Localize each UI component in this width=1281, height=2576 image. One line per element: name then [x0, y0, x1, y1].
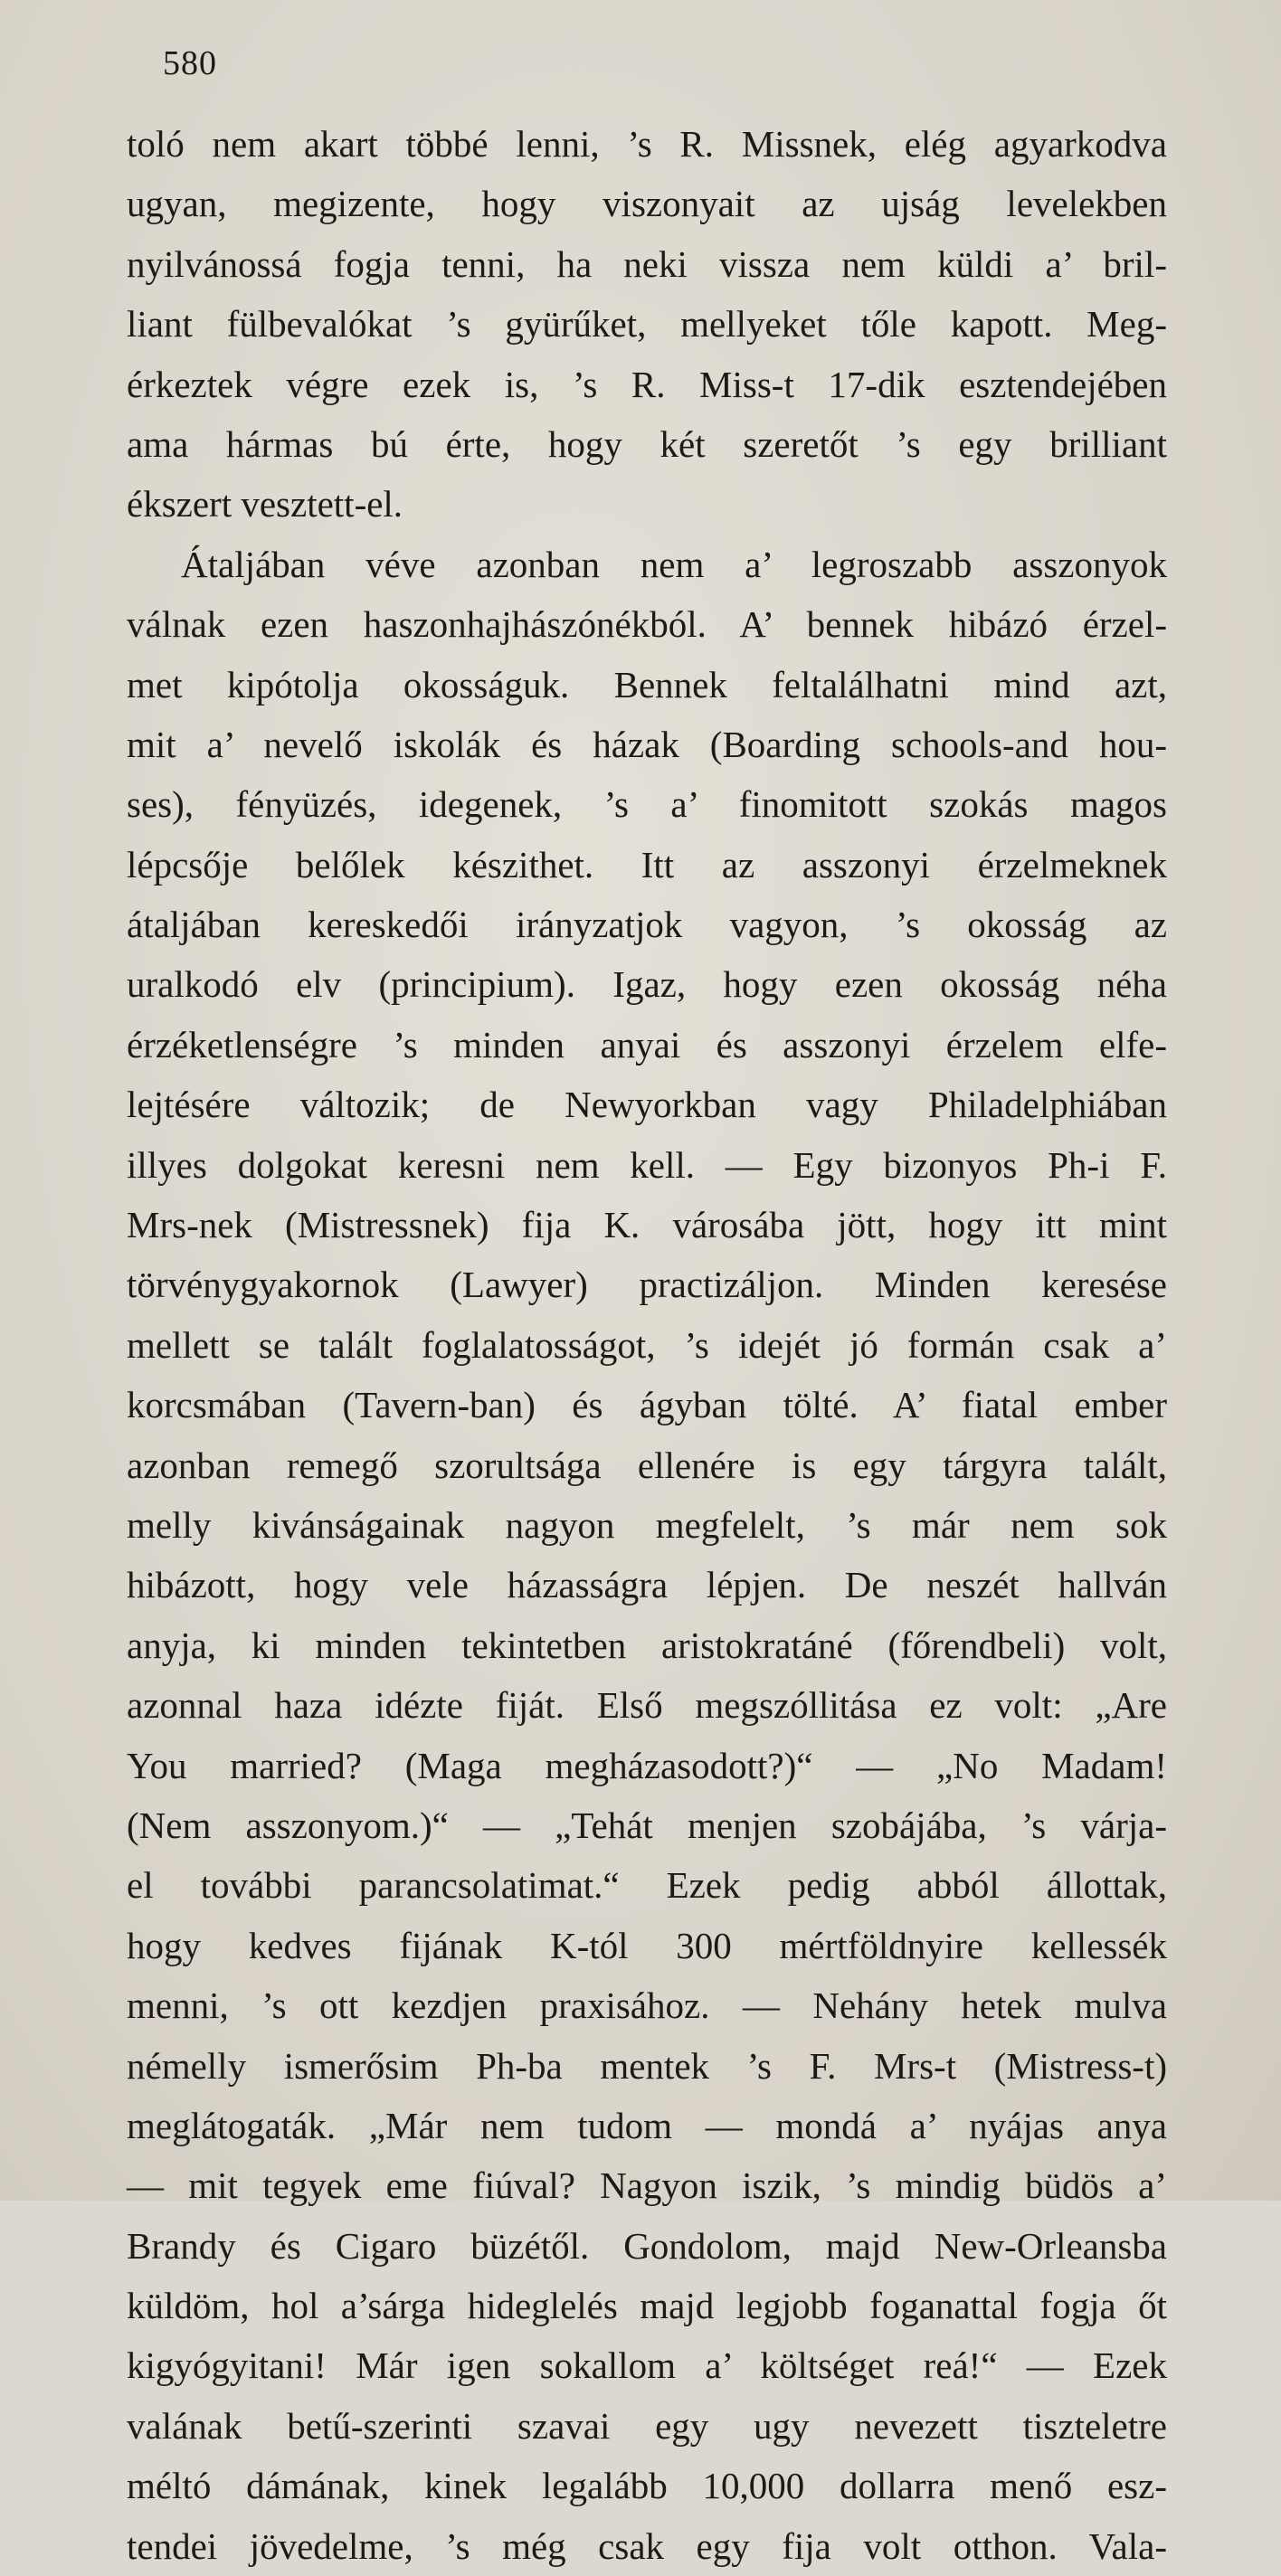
body-text [127, 114, 1167, 2576]
text-line: küldöm, hol a’sárga hideglelés majd legjobb foganattal fogja őt [127, 2285, 1167, 2327]
text-line: toló nem akart többé lenni, ’s R. Missnek, elég agyarkodva [127, 123, 1167, 165]
text-line: válnak ezen haszonhajhászónékból. A’ bennek hibázó érzel- [127, 603, 1167, 646]
text-line: (Nem asszonyom.)“ — „Tehát menjen szobájába, ’s várja- [127, 1804, 1167, 1846]
text-line: átaljában kereskedői irányzatjok vagyon, ’s okosság az [127, 904, 1167, 946]
text-line: nyilvánossá fogja tenni, ha neki vissza nem küldi a’ bril- [127, 242, 1167, 285]
text-line: ugyan, megizente, hogy viszonyait az ujság levelekben [127, 183, 1167, 225]
text-line: liant fülbevalókat ’s gyürűket, mellyeket tőle kapott. Meg- [127, 303, 1167, 346]
page-number: 580 [163, 44, 217, 82]
text-line: ékszert vesztett-el. [127, 483, 403, 526]
text-line: érzéketlenségre ’s minden anyai és asszonyi érzelem elfe- [127, 1023, 1167, 1065]
text-line: melly kivánságainak nagyon megfelelt, ’s már nem sok [127, 1503, 1167, 1546]
text-line: hibázott, hogy vele házasságra lépjen. De neszét hallván [127, 1564, 1167, 1606]
text-line: Mrs-nek (Mistressnek) fija K. városába jött, hogy itt mint [127, 1204, 1167, 1246]
text-line: méltó dámának, kinek legalább 10,000 dollarra menő esz- [127, 2465, 1167, 2507]
text-line: illyes dolgokat keresni nem kell. — Egy bizonyos Ph-i F. [127, 1143, 1167, 1186]
text-line: Átaljában véve azonban nem a’ legroszabb asszonyok [181, 543, 1167, 585]
text-line: korcsmában (Tavern-ban) és ágyban tölté. A’ fiatal ember [127, 1384, 1167, 1426]
text-line: anyja, ki minden tekintetben aristokratáné (főrendbeli) volt, [127, 1624, 1167, 1666]
text-line: törvénygyakornok (Lawyer) practizáljon. Minden keresése [127, 1264, 1167, 1306]
text-line: azonban remegő szorultsága ellenére is egy tárgyra talált, [127, 1444, 1167, 1486]
text-line: ama hármas bú érte, hogy két szeretőt ’s egy brilliant [127, 422, 1167, 465]
text-line: azonnal haza idézte fiját. Első megszóllitása ez volt: „Are [127, 1684, 1167, 1727]
text-line: lépcsője belőlek készithet. Itt az asszonyi érzelmeknek [127, 843, 1167, 886]
text-line: tendei jövedelme, ’s még csak egy fija volt otthon. Vala- [127, 2524, 1167, 2567]
text-line: uralkodó elv (principium). Igaz, hogy ezen okosság néha [127, 963, 1167, 1006]
text-line: menni, ’s ott kezdjen praxisához. — Nehány hetek mulva [127, 1984, 1167, 2027]
text-line: valának betű-szerinti szavai egy ugy nevezett tiszteletre [127, 2404, 1167, 2447]
text-line: lejtésére változik; de Newyorkban vagy Philadelphiában [127, 1084, 1167, 1126]
text-line: mellett se talált foglalatosságot, ’s idejét jó formán csak a’ [127, 1323, 1167, 1366]
text-line: meglátogaták. „Már nem tudom — mondá a’ nyájas anya [127, 2104, 1167, 2146]
text-line: ses), fényüzés, idegenek, ’s a’ finomitott szokás magos [127, 783, 1167, 826]
text-line: You married? (Maga megházasodott?)“ — „No Madam! [127, 1744, 1167, 1786]
text-line: el további parancsolatimat.“ Ezek pedig abból állottak, [127, 1864, 1167, 1907]
text-line: érkeztek végre ezek is, ’s R. Miss-t 17-dik esztendejében [127, 363, 1167, 405]
text-line: met kipótolja okosságuk. Bennek feltalálhatni mind azt, [127, 663, 1167, 706]
text-line: hogy kedves fijának K-tól 300 mértföldnyire kellessék [127, 1924, 1167, 1966]
text-line: némelly ismerősim Ph-ba mentek ’s F. Mrs-t (Mistress-t) [127, 2044, 1167, 2087]
text-line: mit a’ nevelő iskolák és házak (Boarding schools-and hou- [127, 723, 1167, 765]
text-line: Brandy és Cigaro büzétől. Gondolom, majd New-Orleansba [127, 2224, 1167, 2267]
text-line: kigyógyitani! Már igen sokallom a’ költséget reá!“ — Ezek [127, 2344, 1167, 2387]
text-line: — mit tegyek eme fiúval? Nagyon iszik, ’s mindig büdös a’ [127, 2164, 1167, 2207]
